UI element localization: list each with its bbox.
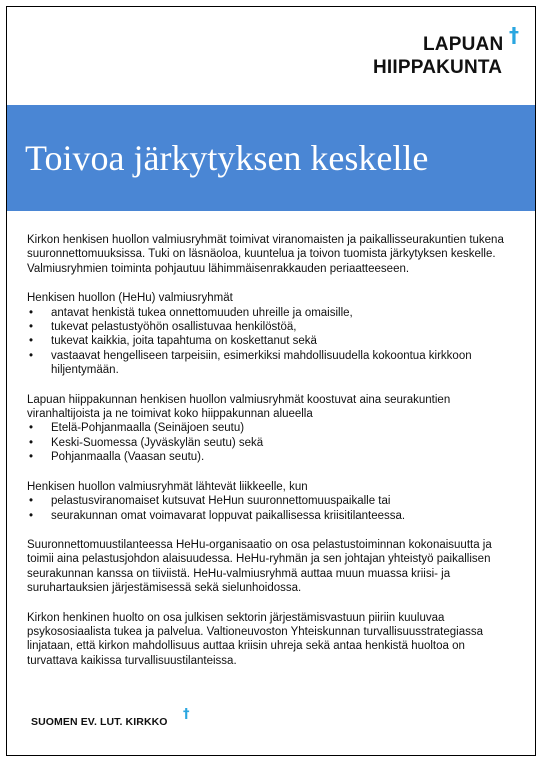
section-1-list — [27, 306, 507, 378]
list-item: • Keski-Suomessa (Jyväskylän seutu) sekä — [27, 436, 507, 450]
cross-icon: † — [509, 23, 520, 47]
section-1-heading: Henkisen huollon (HeHu) valmiusryhmät — [27, 292, 233, 305]
section-2-heading: Lapuan hiippakunnan henkisen huollon valmiusryhmät koostuvat aina seurakuntien viranhaltijoista ja ne toimivat koko hiippakunnan alueella — [27, 393, 451, 421]
section-2-list — [27, 421, 507, 464]
intro-paragraph: Kirkon henkisen huollon valmiusryhmät toimivat viranomaisten ja paikallisseurakuntien tukena suuronnettomuuksissa. Tuki on läsnäoloa, kuuntelua ja toivon tuomista järkytyksen keskelle. Valmiusryhmien toiminta pohjautuu lähimmäisenrakkauden periaatteeseen. — [27, 234, 504, 275]
list-item: • Etelä-Pohjanmaalla (Seinäjoen seutu) — [27, 421, 507, 435]
section-3-list — [27, 494, 507, 523]
church-logo-text: SUOMEN EV. LUT. KIRKKO — [31, 716, 168, 728]
list-item: • seurakunnan omat voimavarat loppuvat paikallisessa kriisitilanteessa. — [27, 509, 507, 523]
logo-line-2: HIIPPAKUNTA — [373, 57, 503, 78]
list-item: • vastaavat hengelliseen tarpeisiin, esimerkiksi mahdollisuudella kokoontua kirkkoon hiljentymään. — [27, 349, 507, 378]
paragraph-public-sector: Kirkon henkinen huolto on osa julkisen sektorin järjestämisvastuun piiriin kuuluvaa psykososiaalista tukea ja palvelua. Valtioneuvoston Yhteiskunnan turvallisuusstrategiassa linjataan, että kirkon mahdollisuus auttaa kriisin uhreja sekä antaa henkistä huoltoa on turvattava kaikissa turvallisuustilanteissa. — [27, 611, 484, 667]
document-page — [6, 6, 536, 756]
section-3-heading: Henkisen huollon valmiusryhmät lähtevät liikkeelle, kun — [27, 480, 308, 493]
list-item: • Pohjanmaalla (Vaasan seutu). — [27, 450, 507, 464]
logo-line-1: LAPUAN — [423, 34, 504, 55]
title-banner — [7, 105, 535, 211]
main-content — [27, 233, 507, 683]
cross-icon: † — [183, 707, 190, 722]
paragraph-organisation: Suuronnettomuustilanteessa HeHu-organisaatio on osa pelastustoiminnan kokonaisuutta ja toimii aina pelastusjohdon alaisuudessa. HeHu-ryhmän ja sen johtajan yhteistyö paikallisen seurakunnan kanssa on tiiviistä. HeHu-valmiusryhmä auttaa muun muassa kriisi- ja suruhartauksien järjestämisessä sekä sielunhoidossa. — [27, 538, 492, 595]
list-item: • tukevat kaikkia, joita tapahtuma on koskettanut sekä — [27, 334, 507, 348]
list-item: • pelastusviranomaiset kutsuvat HeHun suuronnettomuuspaikalle tai — [27, 494, 507, 508]
list-item: • tukevat pelastustyöhön osallistuvaa henkilöstöä, — [27, 320, 507, 334]
church-logo — [31, 707, 190, 728]
list-item: • antavat henkistä tukea onnettomuuden uhreille ja omaisille, — [27, 306, 507, 320]
page-title: Toivoa järkytyksen keskelle — [25, 138, 429, 178]
